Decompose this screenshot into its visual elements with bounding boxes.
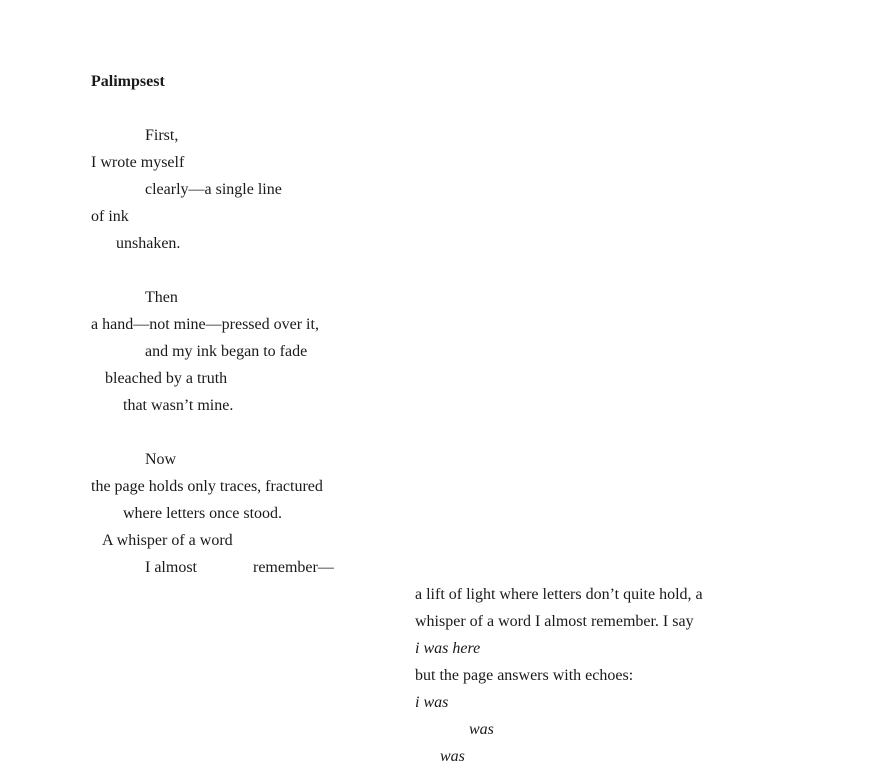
stanza4-line3-italic: i was here xyxy=(415,640,481,657)
stanza1-line2: I wrote myself xyxy=(91,154,185,171)
stanza2-line4: bleached by a truth xyxy=(105,370,228,387)
stanza3-line4: A whisper of a word xyxy=(102,532,233,549)
stanza4-line1: a lift of light where letters don’t quite hold, a xyxy=(415,586,703,603)
stanza3-line1: Now xyxy=(145,451,177,468)
poem-title: Palimpsest xyxy=(91,73,165,90)
stanza1-line4: of ink xyxy=(91,208,129,225)
stanza4-line6-italic: was xyxy=(469,721,494,738)
stanza3-line5-part1: I almost xyxy=(145,559,197,576)
stanza4-line5-italic: i was xyxy=(415,694,449,711)
stanza1-line1: First, xyxy=(145,127,179,144)
stanza4-line7-italic: was xyxy=(440,748,465,765)
stanza1-line5: unshaken. xyxy=(116,235,181,252)
stanza4-line4: but the page answers with echoes: xyxy=(415,667,634,684)
stanza2-line1: Then xyxy=(145,289,178,306)
stanza3-line5-part2: remember— xyxy=(253,559,334,576)
stanza2-line5: that wasn’t mine. xyxy=(123,397,234,414)
stanza2-line3: and my ink began to fade xyxy=(145,343,308,360)
stanza3-line2: the page holds only traces, fractured xyxy=(91,478,323,495)
stanza1-line3: clearly—a single line xyxy=(145,181,282,198)
stanza3-line3: where letters once stood. xyxy=(123,505,283,522)
stanza4-line2: whisper of a word I almost remember. I say xyxy=(415,613,694,630)
stanza2-line2: a hand—not mine—pressed over it, xyxy=(91,316,319,333)
